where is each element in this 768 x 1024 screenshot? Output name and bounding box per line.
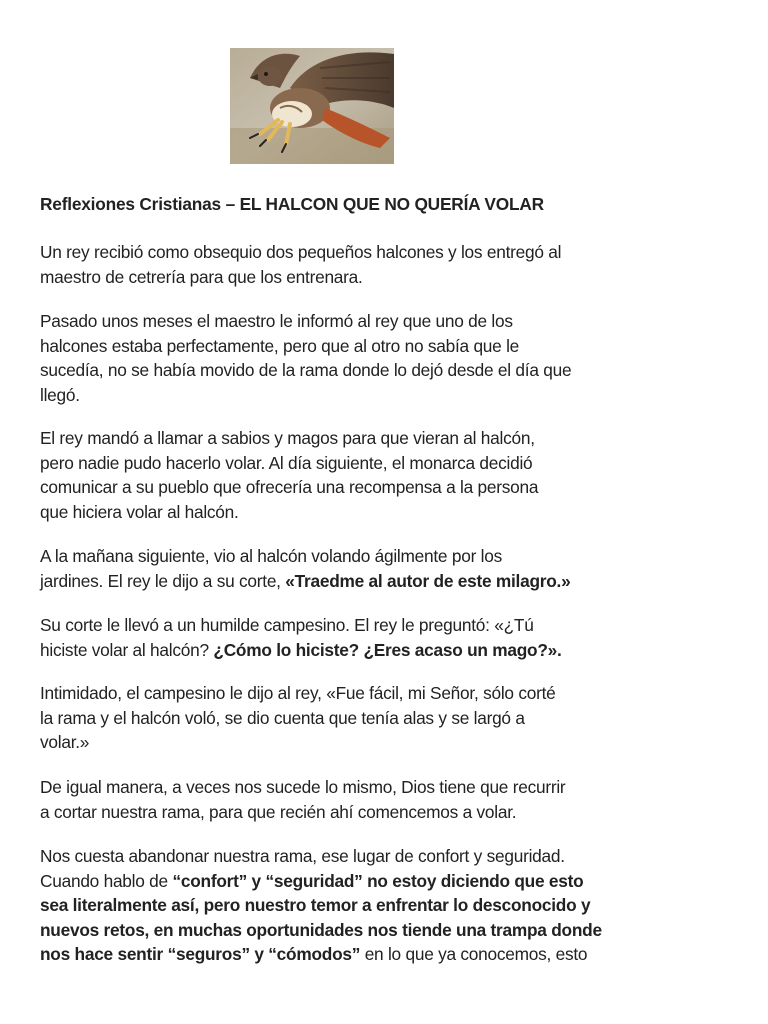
paragraph-line: volar.» [40,732,90,752]
paragraph-line: Nos cuesta abandonar nuestra rama, ese lugar de confort y seguridad. [40,846,565,866]
text-plain: jardines. El rey le dijo a su corte, [40,570,286,591]
paragraph-7 [40,775,600,824]
paragraph-line: A la mañana siguiente, vio al halcón volando ágilmente por los [40,546,502,566]
paragraph-line [40,569,600,594]
text-plain: hiciste volar al halcón? [40,639,214,660]
paragraph-line: halcones estaba perfectamente, pero que al otro no sabía que le [40,335,520,356]
text-bold: sea literalmente así, pero nuestro temor a enfrentar lo desconocido y [40,895,591,915]
paragraph-line: Su corte le llevó a un humilde campesino. El rey le preguntó: «¿Tú [40,615,534,635]
paragraph-line: comunicar a su pueblo que ofrecería una recompensa a la persona [40,477,539,497]
text-bold: nos hace sentir “seguros” y “cómodos” [40,944,361,964]
text-plain: en lo que ya conocemos, esto [360,944,588,964]
paragraph-line: Un rey recibió como obsequio dos pequeños halcones y los entregó al [40,242,562,262]
text-bold: «Traedme al autor de este milagro.» [285,570,571,591]
paragraph-line [40,869,600,894]
paragraph-line [40,918,600,943]
paragraph-line: Intimidado, el campesino le dijo al rey, «Fue fácil, mi Señor, sólo corté [40,683,556,703]
paragraph-line [40,893,600,918]
paragraph-line: a cortar nuestra rama, para que recién ahí comencemos a volar. [40,801,517,822]
paragraph-line [40,942,600,967]
paragraph-6 [40,681,600,755]
paragraph-line: pero nadie pudo hacerlo volar. Al día siguiente, el monarca decidió [40,452,533,473]
paragraph-line: llegó. [40,384,80,405]
paragraph-line: maestro de cetrería para que los entrenara. [40,266,363,287]
paragraph-1 [40,240,600,289]
hawk-illustration [230,48,394,164]
paragraph-line [40,638,600,663]
text-bold: ¿Cómo lo hiciste? ¿Eres acaso un mago?». [213,639,562,660]
paragraph-line: que hiciera volar al halcón. [40,501,239,522]
paragraph-8 [40,844,600,967]
paragraph-line: la rama y el halcón voló, se dio cuenta que tenía alas y se largó a [40,707,525,728]
text-bold: nuevos retos, en muchas oportunidades nos tiende una trampa donde [40,919,602,940]
paragraph-5 [40,613,600,662]
paragraph-4 [40,544,600,593]
paragraph-2 [40,309,600,407]
text-bold: “confort” y “seguridad” no estoy diciendo que esto [172,870,584,891]
hawk-image [230,48,394,164]
article-title: Reflexiones Cristianas – EL HALCON QUE NO QUERÍA VOLAR [40,194,544,214]
paragraph-line: De igual manera, a veces nos sucede lo mismo, Dios tiene que recurrir [40,777,566,797]
paragraph-line: sucedía, no se había movido de la rama donde lo dejó desde el día que [40,360,572,380]
paragraph-line: El rey mandó a llamar a sabios y magos para que vieran al halcón, [40,428,535,448]
paragraph-3 [40,426,600,524]
text-plain: Cuando hablo de [40,870,173,891]
paragraph-line: Pasado unos meses el maestro le informó al rey que uno de los [40,311,513,331]
